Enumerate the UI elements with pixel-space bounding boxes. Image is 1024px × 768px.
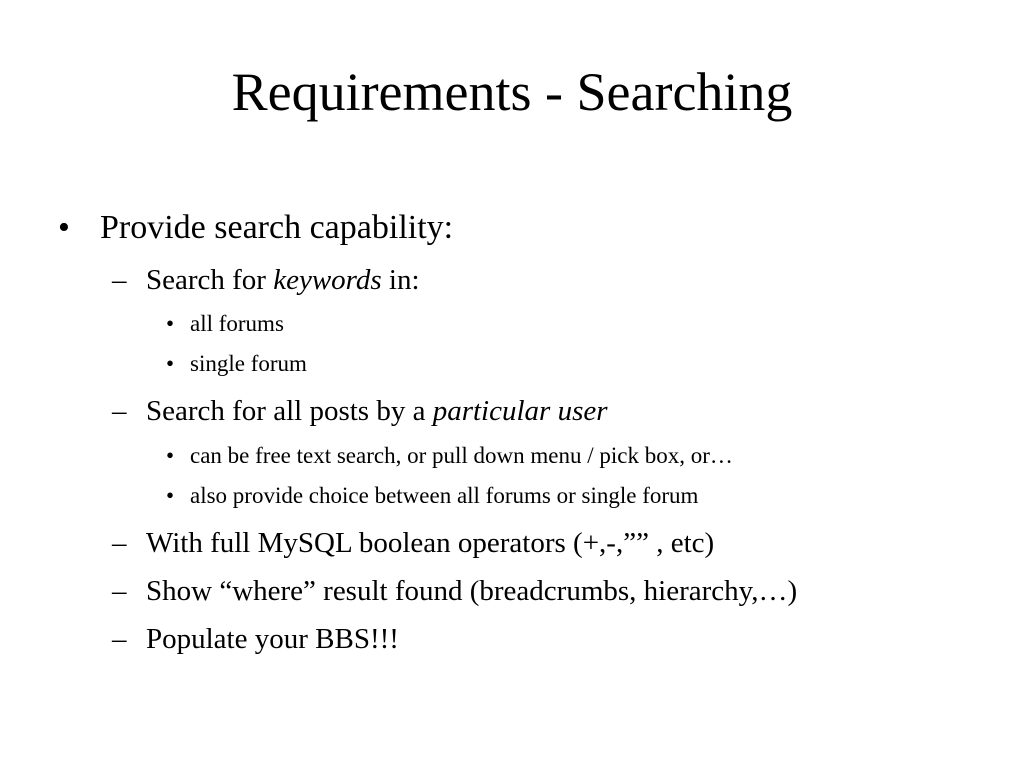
bullet-marker: • (58, 209, 70, 246)
bullet-text-mysql-operators: With full MySQL boolean operators (+,-,”” , etc) (146, 527, 715, 559)
bullet-text-free-text: can be free text search, or pull down menu / pick box, or… (190, 443, 733, 468)
dash-marker: – (112, 395, 127, 427)
particular-user-emphasis: particular user (432, 395, 608, 427)
dash-marker: – (112, 527, 127, 559)
bullet-text-provide-search: Provide search capability: (100, 209, 454, 246)
bullet-text-search-user: Search for all posts by a particular user (146, 395, 608, 427)
bullet-text-show-where: Show “where” result found (breadcrumbs, hierarchy,…) (146, 575, 798, 607)
dash-marker: – (112, 623, 127, 655)
dash-marker: – (112, 264, 127, 296)
slide-title: Requirements - Searching (231, 62, 793, 122)
bullet-marker: • (166, 351, 175, 376)
bullet-text-search-keywords: Search for keywords in: (146, 264, 420, 296)
keywords-emphasis: keywords (273, 264, 382, 296)
bullet-marker: • (166, 311, 175, 336)
bullet-marker: • (166, 483, 175, 508)
bullet-text-choice: also provide choice between all forums or single forum (190, 483, 699, 508)
bullet-marker: • (166, 443, 175, 468)
bullet-text-populate-bbs: Populate your BBS!!! (146, 623, 399, 655)
dash-marker: – (112, 575, 127, 607)
bullet-text-single-forum: single forum (190, 351, 307, 376)
bullet-text-all-forums: all forums (190, 311, 284, 336)
